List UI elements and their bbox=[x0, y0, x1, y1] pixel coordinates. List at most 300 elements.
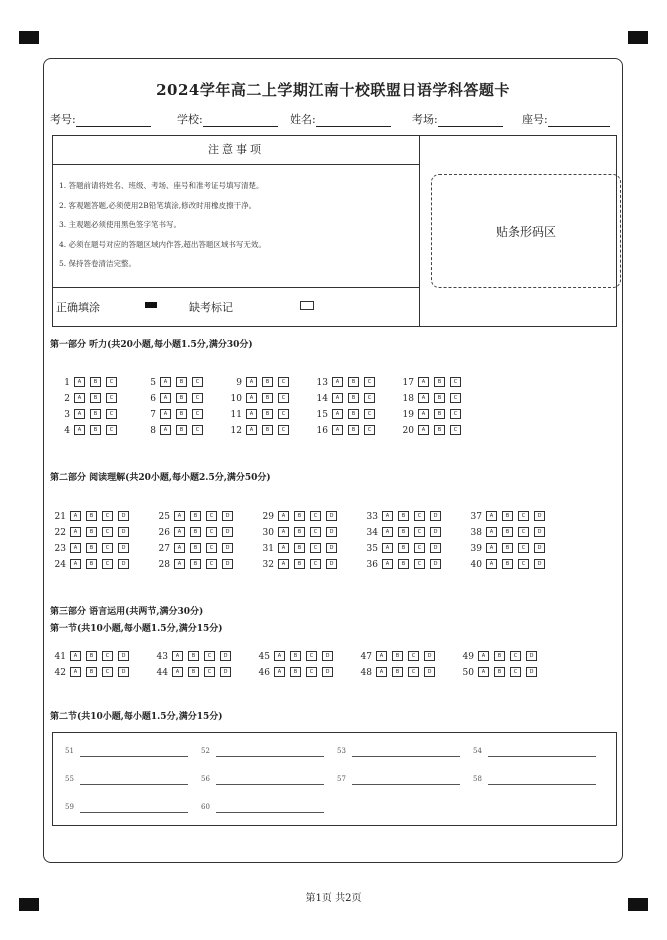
answer-bubble[interactable]: B bbox=[434, 377, 445, 387]
answer-bubble[interactable]: A bbox=[160, 425, 171, 435]
answer-bubble[interactable]: D bbox=[326, 527, 337, 537]
question-number: 16 bbox=[316, 425, 328, 436]
answer-bubble[interactable]: C bbox=[102, 651, 113, 661]
answer-bubble[interactable]: A bbox=[174, 527, 185, 537]
answer-bubble[interactable]: C bbox=[414, 511, 425, 521]
answer-bubble[interactable]: A bbox=[278, 559, 289, 569]
answer-bubble[interactable]: B bbox=[434, 425, 445, 435]
answer-bubble[interactable]: B bbox=[90, 377, 101, 387]
answer-bubble[interactable]: B bbox=[262, 409, 273, 419]
answer-bubble[interactable]: D bbox=[326, 559, 337, 569]
answer-bubble[interactable]: C bbox=[364, 377, 375, 387]
answer-bubble[interactable]: A bbox=[174, 511, 185, 521]
answer-bubble[interactable]: B bbox=[502, 527, 513, 537]
answer-bubble[interactable]: A bbox=[478, 667, 489, 677]
answer-bubble[interactable]: C bbox=[450, 425, 461, 435]
answer-bubble[interactable]: B bbox=[434, 393, 445, 403]
fill-in-blank[interactable] bbox=[473, 745, 596, 757]
answer-bubble[interactable]: C bbox=[306, 651, 317, 661]
question-item bbox=[46, 527, 134, 538]
question-item bbox=[150, 559, 238, 570]
answer-bubble[interactable]: D bbox=[430, 527, 441, 537]
question-number: 48 bbox=[360, 667, 372, 678]
answer-bubble[interactable]: A bbox=[418, 425, 429, 435]
seat-number-label: 座号: bbox=[522, 113, 548, 126]
answer-bubble[interactable]: D bbox=[222, 559, 233, 569]
answer-bubble[interactable]: C bbox=[414, 527, 425, 537]
answer-bubble[interactable]: D bbox=[220, 651, 231, 661]
answer-bubble[interactable]: D bbox=[534, 527, 545, 537]
question-number: 38 bbox=[470, 527, 482, 538]
absent-mark-box[interactable] bbox=[300, 301, 314, 310]
answer-bubble[interactable]: A bbox=[332, 393, 343, 403]
answer-bubble[interactable]: A bbox=[246, 377, 257, 387]
answer-bubble[interactable]: B bbox=[86, 527, 97, 537]
answer-bubble[interactable]: A bbox=[70, 511, 81, 521]
blank-line[interactable] bbox=[216, 746, 324, 757]
answer-bubble[interactable]: C bbox=[450, 393, 461, 403]
answer-bubble[interactable]: C bbox=[408, 667, 419, 677]
answer-bubble[interactable]: B bbox=[348, 377, 359, 387]
question-item bbox=[462, 511, 550, 522]
question-item bbox=[254, 527, 342, 538]
answer-bubble[interactable]: C bbox=[206, 543, 217, 553]
part3-title: 第三部分 语言运用(共两节,满分30分) bbox=[50, 607, 204, 617]
corner-mark-top-right bbox=[628, 31, 648, 44]
answer-bubble[interactable]: C bbox=[310, 511, 321, 521]
page-number: 第1页 共2页 bbox=[305, 893, 362, 904]
name-line[interactable] bbox=[316, 115, 391, 127]
question-item bbox=[222, 377, 294, 388]
question-item bbox=[394, 425, 466, 436]
seat-number-line[interactable] bbox=[548, 115, 610, 127]
blank-line[interactable] bbox=[488, 746, 596, 757]
notice-box bbox=[52, 135, 617, 327]
answer-bubble[interactable]: C bbox=[192, 377, 203, 387]
answer-bubble[interactable]: D bbox=[118, 667, 129, 677]
answer-bubble[interactable]: A bbox=[418, 393, 429, 403]
answer-bubble[interactable]: D bbox=[222, 527, 233, 537]
answer-bubble[interactable]: A bbox=[382, 559, 393, 569]
answer-bubble[interactable]: B bbox=[294, 511, 305, 521]
answer-bubble[interactable]: A bbox=[382, 511, 393, 521]
answer-bubble[interactable]: B bbox=[262, 425, 273, 435]
question-item bbox=[46, 559, 134, 570]
exam-room-line[interactable] bbox=[438, 115, 503, 127]
answer-bubble[interactable]: A bbox=[246, 425, 257, 435]
blank-line[interactable] bbox=[80, 802, 188, 813]
answer-bubble[interactable]: B bbox=[294, 527, 305, 537]
answer-bubble[interactable]: A bbox=[278, 527, 289, 537]
question-item bbox=[462, 527, 550, 538]
answer-bubble[interactable]: B bbox=[290, 667, 301, 677]
blank-number: 53 bbox=[337, 747, 346, 755]
answer-bubble[interactable]: B bbox=[176, 425, 187, 435]
question-item bbox=[50, 393, 122, 404]
question-number: 26 bbox=[158, 527, 170, 538]
answer-bubble[interactable]: B bbox=[176, 393, 187, 403]
answer-bubble[interactable]: A bbox=[70, 527, 81, 537]
blank-line[interactable] bbox=[216, 774, 324, 785]
answer-bubble[interactable]: B bbox=[86, 511, 97, 521]
answer-bubble[interactable]: B bbox=[294, 543, 305, 553]
answer-bubble[interactable]: C bbox=[414, 543, 425, 553]
answer-bubble[interactable]: B bbox=[188, 667, 199, 677]
notice-panel bbox=[53, 136, 420, 326]
answer-bubble[interactable]: B bbox=[502, 559, 513, 569]
question-item bbox=[148, 667, 236, 678]
answer-bubble[interactable]: D bbox=[326, 543, 337, 553]
fill-in-blank[interactable] bbox=[337, 773, 460, 785]
answer-bubble[interactable]: D bbox=[534, 543, 545, 553]
answer-bubble[interactable]: A bbox=[486, 559, 497, 569]
answer-bubble[interactable]: B bbox=[262, 377, 273, 387]
answer-bubble[interactable]: B bbox=[494, 651, 505, 661]
question-number: 41 bbox=[54, 651, 66, 662]
fill-in-blank[interactable] bbox=[201, 745, 324, 757]
fill-in-answer-box bbox=[52, 732, 617, 826]
answer-bubble[interactable]: A bbox=[70, 667, 81, 677]
part3-section2-title: 第二节(共10小题,每小题1.5分,满分15分) bbox=[50, 712, 223, 722]
question-item bbox=[394, 409, 466, 420]
question-item bbox=[308, 425, 380, 436]
question-item bbox=[50, 425, 122, 436]
answer-bubble[interactable]: A bbox=[382, 527, 393, 537]
question-number: 8 bbox=[150, 425, 156, 436]
answer-bubble[interactable]: C bbox=[450, 377, 461, 387]
question-number: 33 bbox=[366, 511, 378, 522]
answer-bubble[interactable]: A bbox=[70, 543, 81, 553]
question-number: 23 bbox=[54, 543, 66, 554]
answer-bubble[interactable]: C bbox=[278, 377, 289, 387]
answer-bubble[interactable]: A bbox=[478, 651, 489, 661]
answer-bubble[interactable]: D bbox=[526, 667, 537, 677]
answer-bubble[interactable]: C bbox=[106, 425, 117, 435]
answer-bubble[interactable]: A bbox=[332, 377, 343, 387]
answer-bubble[interactable]: A bbox=[486, 527, 497, 537]
blank-line[interactable] bbox=[352, 746, 460, 757]
answer-bubble[interactable]: C bbox=[510, 651, 521, 661]
answer-bubble[interactable]: D bbox=[424, 667, 435, 677]
answer-bubble[interactable]: A bbox=[174, 543, 185, 553]
school-field[interactable] bbox=[177, 111, 278, 127]
blank-line[interactable] bbox=[80, 774, 188, 785]
question-item bbox=[50, 409, 122, 420]
question-item bbox=[46, 511, 134, 522]
question-item bbox=[358, 511, 446, 522]
school-line[interactable] bbox=[203, 115, 278, 127]
question-number: 2 bbox=[64, 393, 70, 404]
answer-bubble[interactable]: C bbox=[364, 409, 375, 419]
question-number: 14 bbox=[316, 393, 328, 404]
answer-bubble[interactable]: B bbox=[392, 667, 403, 677]
answer-bubble[interactable]: B bbox=[434, 409, 445, 419]
answer-bubble[interactable]: C bbox=[518, 543, 529, 553]
barcode-area: 贴条形码区 bbox=[431, 174, 621, 288]
answer-bubble[interactable]: D bbox=[430, 559, 441, 569]
answer-bubble[interactable]: A bbox=[376, 667, 387, 677]
answer-bubble[interactable]: C bbox=[310, 527, 321, 537]
question-number: 49 bbox=[462, 651, 474, 662]
blank-line[interactable] bbox=[352, 774, 460, 785]
answer-bubble[interactable]: A bbox=[172, 667, 183, 677]
name-field[interactable] bbox=[290, 111, 391, 127]
answer-bubble[interactable]: C bbox=[518, 527, 529, 537]
answer-bubble[interactable]: A bbox=[160, 377, 171, 387]
question-item bbox=[136, 377, 208, 388]
answer-bubble[interactable]: C bbox=[278, 409, 289, 419]
answer-bubble[interactable]: B bbox=[262, 393, 273, 403]
rule-item: 5. 保持答卷清洁完整。 bbox=[59, 259, 137, 268]
question-number: 27 bbox=[158, 543, 170, 554]
blank-line[interactable] bbox=[80, 746, 188, 757]
question-item bbox=[136, 409, 208, 420]
blank-line[interactable] bbox=[488, 774, 596, 785]
answer-bubble[interactable]: A bbox=[332, 425, 343, 435]
part3-section1-title: 第一节(共10小题,每小题1.5分,满分15分) bbox=[50, 624, 223, 634]
question-item bbox=[358, 543, 446, 554]
question-number: 17 bbox=[402, 377, 414, 388]
answer-sheet bbox=[43, 58, 623, 863]
fill-in-blank[interactable] bbox=[65, 745, 188, 757]
question-number: 13 bbox=[316, 377, 328, 388]
answer-bubble[interactable]: B bbox=[86, 543, 97, 553]
question-number: 36 bbox=[366, 559, 378, 570]
answer-bubble[interactable]: B bbox=[392, 651, 403, 661]
answer-bubble[interactable]: B bbox=[348, 393, 359, 403]
blank-line[interactable] bbox=[216, 802, 324, 813]
question-number: 25 bbox=[158, 511, 170, 522]
answer-bubble[interactable]: D bbox=[322, 667, 333, 677]
question-number: 47 bbox=[360, 651, 372, 662]
answer-bubble[interactable]: B bbox=[398, 543, 409, 553]
answer-bubble[interactable]: D bbox=[118, 559, 129, 569]
answer-bubble[interactable]: D bbox=[430, 543, 441, 553]
answer-bubble[interactable]: C bbox=[106, 393, 117, 403]
answer-bubble[interactable]: C bbox=[206, 511, 217, 521]
answer-bubble[interactable]: A bbox=[160, 393, 171, 403]
answer-bubble[interactable]: D bbox=[424, 651, 435, 661]
question-number: 39 bbox=[470, 543, 482, 554]
answer-bubble[interactable]: B bbox=[348, 409, 359, 419]
answer-bubble[interactable]: B bbox=[398, 559, 409, 569]
answer-bubble[interactable]: A bbox=[486, 543, 497, 553]
answer-bubble[interactable]: A bbox=[486, 511, 497, 521]
question-number: 34 bbox=[366, 527, 378, 538]
question-item bbox=[308, 393, 380, 404]
answer-bubble[interactable]: B bbox=[90, 393, 101, 403]
answer-bubble[interactable]: C bbox=[106, 409, 117, 419]
absent-mark-label: 缺考标记 bbox=[189, 301, 233, 314]
fill-in-blank[interactable] bbox=[201, 773, 324, 785]
question-number: 35 bbox=[366, 543, 378, 554]
answer-bubble[interactable]: D bbox=[220, 667, 231, 677]
answer-bubble[interactable]: C bbox=[310, 559, 321, 569]
answer-bubble[interactable]: C bbox=[192, 393, 203, 403]
answer-bubble[interactable]: A bbox=[246, 393, 257, 403]
question-number: 6 bbox=[150, 393, 156, 404]
answer-bubble[interactable]: D bbox=[534, 559, 545, 569]
correct-fill-sample bbox=[145, 302, 157, 308]
question-item bbox=[454, 651, 542, 662]
answer-bubble[interactable]: B bbox=[348, 425, 359, 435]
answer-bubble[interactable]: D bbox=[222, 511, 233, 521]
exam-number-label: 考号: bbox=[50, 113, 76, 126]
answer-bubble[interactable]: B bbox=[294, 559, 305, 569]
blank-number: 57 bbox=[337, 775, 346, 783]
answer-bubble[interactable]: B bbox=[190, 511, 201, 521]
part1-title: 第一部分 听力(共20小题,每小题1.5分,满分30分) bbox=[50, 340, 253, 350]
answer-bubble[interactable]: A bbox=[70, 559, 81, 569]
question-number: 4 bbox=[64, 425, 70, 436]
question-number: 42 bbox=[54, 667, 66, 678]
answer-bubble[interactable]: A bbox=[382, 543, 393, 553]
answer-bubble[interactable]: B bbox=[176, 409, 187, 419]
answer-bubble[interactable]: C bbox=[206, 527, 217, 537]
answer-bubble[interactable]: A bbox=[172, 651, 183, 661]
answer-bubble[interactable]: A bbox=[160, 409, 171, 419]
question-item bbox=[352, 667, 440, 678]
seat-number-field[interactable] bbox=[522, 111, 610, 127]
question-item bbox=[46, 651, 134, 662]
part2-title: 第二部分 阅读理解(共20小题,每小题2.5分,满分50分) bbox=[50, 473, 271, 483]
answer-bubble[interactable]: C bbox=[518, 559, 529, 569]
answer-bubble[interactable]: A bbox=[274, 667, 285, 677]
exam-number-field[interactable] bbox=[50, 111, 151, 127]
fill-in-blank[interactable] bbox=[65, 773, 188, 785]
candidate-info-row bbox=[50, 111, 616, 127]
answer-bubble[interactable]: D bbox=[118, 527, 129, 537]
answer-bubble[interactable]: B bbox=[502, 511, 513, 521]
question-item bbox=[150, 527, 238, 538]
answer-bubble[interactable]: B bbox=[494, 667, 505, 677]
answer-bubble[interactable]: D bbox=[118, 543, 129, 553]
answer-bubble[interactable]: C bbox=[102, 543, 113, 553]
answer-bubble[interactable]: B bbox=[90, 425, 101, 435]
answer-bubble[interactable]: D bbox=[430, 511, 441, 521]
answer-bubble[interactable]: B bbox=[398, 511, 409, 521]
question-item bbox=[254, 559, 342, 570]
fill-in-blank[interactable] bbox=[337, 745, 460, 757]
answer-bubble[interactable]: B bbox=[502, 543, 513, 553]
question-number: 20 bbox=[402, 425, 414, 436]
answer-bubble[interactable]: C bbox=[106, 377, 117, 387]
answer-bubble[interactable]: A bbox=[332, 409, 343, 419]
answer-bubble[interactable]: C bbox=[278, 425, 289, 435]
answer-bubble[interactable]: D bbox=[526, 651, 537, 661]
question-number: 37 bbox=[470, 511, 482, 522]
answer-bubble[interactable]: A bbox=[376, 651, 387, 661]
answer-bubble[interactable]: A bbox=[278, 543, 289, 553]
answer-bubble[interactable]: A bbox=[274, 651, 285, 661]
answer-bubble[interactable]: C bbox=[364, 393, 375, 403]
answer-bubble[interactable]: B bbox=[86, 651, 97, 661]
answer-bubble[interactable]: A bbox=[74, 409, 85, 419]
answer-bubble[interactable]: D bbox=[322, 651, 333, 661]
answer-bubble[interactable]: C bbox=[408, 651, 419, 661]
answer-bubble[interactable]: B bbox=[188, 651, 199, 661]
question-number: 19 bbox=[402, 409, 414, 420]
answer-bubble[interactable]: A bbox=[418, 377, 429, 387]
answer-bubble[interactable]: B bbox=[90, 409, 101, 419]
answer-bubble[interactable]: C bbox=[510, 667, 521, 677]
answer-bubble[interactable]: C bbox=[518, 511, 529, 521]
answer-bubble[interactable]: B bbox=[190, 543, 201, 553]
answer-bubble[interactable]: A bbox=[74, 425, 85, 435]
answer-bubble[interactable]: A bbox=[278, 511, 289, 521]
answer-bubble[interactable]: C bbox=[192, 425, 203, 435]
answer-bubble[interactable]: A bbox=[418, 409, 429, 419]
question-number: 18 bbox=[402, 393, 414, 404]
answer-bubble[interactable]: C bbox=[102, 527, 113, 537]
answer-bubble[interactable]: C bbox=[310, 543, 321, 553]
answer-bubble[interactable]: C bbox=[204, 651, 215, 661]
answer-bubble[interactable]: B bbox=[176, 377, 187, 387]
question-number: 7 bbox=[150, 409, 156, 420]
question-number: 45 bbox=[258, 651, 270, 662]
answer-bubble[interactable]: C bbox=[192, 409, 203, 419]
exam-number-line[interactable] bbox=[76, 115, 151, 127]
answer-bubble[interactable]: B bbox=[398, 527, 409, 537]
answer-bubble[interactable]: C bbox=[204, 667, 215, 677]
fill-in-blank[interactable] bbox=[65, 801, 188, 813]
answer-bubble[interactable]: C bbox=[102, 559, 113, 569]
question-item bbox=[358, 559, 446, 570]
answer-bubble[interactable]: D bbox=[222, 543, 233, 553]
answer-bubble[interactable]: A bbox=[70, 651, 81, 661]
blank-number: 59 bbox=[65, 803, 74, 811]
answer-bubble[interactable]: C bbox=[450, 409, 461, 419]
answer-bubble[interactable]: D bbox=[326, 511, 337, 521]
answer-bubble[interactable]: C bbox=[102, 511, 113, 521]
rule-item: 2. 客观题答题,必须使用2B铅笔填涂,修改时用橡皮擦干净。 bbox=[59, 200, 257, 210]
answer-bubble[interactable]: A bbox=[74, 377, 85, 387]
question-number: 31 bbox=[262, 543, 274, 554]
fill-in-blank[interactable] bbox=[473, 773, 596, 785]
rule-item: 1. 答题前请将姓名、班级、考场、座号和准考证号填写清楚。 bbox=[59, 181, 264, 190]
answer-bubble[interactable]: C bbox=[278, 393, 289, 403]
answer-bubble[interactable]: C bbox=[206, 559, 217, 569]
answer-bubble[interactable]: A bbox=[246, 409, 257, 419]
answer-bubble[interactable]: B bbox=[86, 667, 97, 677]
answer-bubble[interactable]: B bbox=[86, 559, 97, 569]
exam-room-field[interactable] bbox=[412, 111, 503, 127]
answer-bubble[interactable]: D bbox=[118, 511, 129, 521]
answer-bubble[interactable]: A bbox=[174, 559, 185, 569]
answer-bubble[interactable]: B bbox=[290, 651, 301, 661]
blank-number: 54 bbox=[473, 747, 482, 755]
question-item bbox=[352, 651, 440, 662]
question-item bbox=[136, 393, 208, 404]
answer-bubble[interactable]: C bbox=[414, 559, 425, 569]
answer-bubble[interactable]: C bbox=[364, 425, 375, 435]
answer-bubble[interactable]: C bbox=[102, 667, 113, 677]
question-number: 29 bbox=[262, 511, 274, 522]
answer-bubble[interactable]: A bbox=[74, 393, 85, 403]
answer-bubble[interactable]: B bbox=[190, 559, 201, 569]
question-number: 40 bbox=[470, 559, 482, 570]
question-number: 11 bbox=[230, 409, 242, 420]
question-item bbox=[50, 377, 122, 388]
answer-bubble[interactable]: D bbox=[534, 511, 545, 521]
answer-bubble[interactable]: D bbox=[118, 651, 129, 661]
fill-in-blank[interactable] bbox=[201, 801, 324, 813]
answer-bubble[interactable]: B bbox=[190, 527, 201, 537]
answer-bubble[interactable]: C bbox=[306, 667, 317, 677]
fill-sample-row bbox=[53, 287, 419, 326]
blank-number: 60 bbox=[201, 803, 210, 811]
question-item bbox=[250, 667, 338, 678]
